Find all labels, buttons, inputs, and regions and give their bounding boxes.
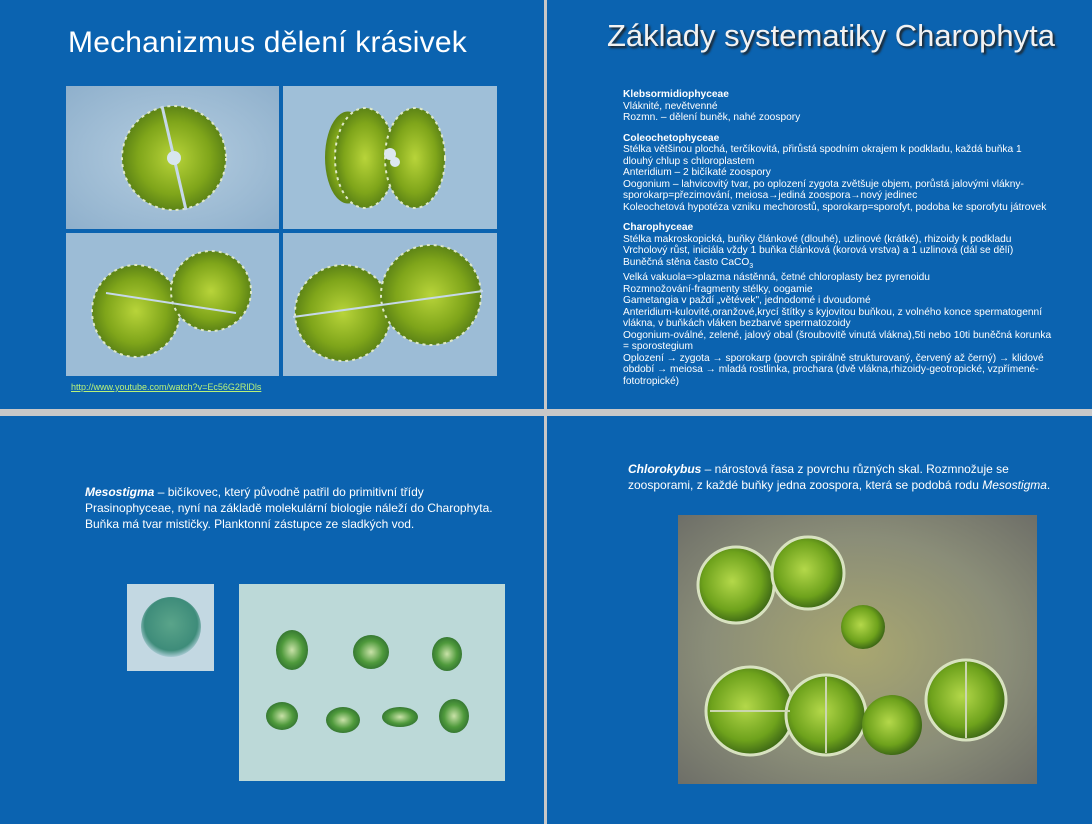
text-line: Oogonium-oválné, zelené, jalový obal (šroubovitě vinutá vlákna),5ti nebo 10ti buněčná korunka = sporostegium: [623, 329, 1052, 353]
text-line: Anteridium – 2 bičíkaté zoospory: [623, 167, 771, 178]
micrasterias-photo-4: [283, 233, 497, 376]
slide-title: Mechanizmus dělení krásivek: [68, 26, 467, 59]
text-line: Vrcholový růst, iniciála vždy 1 buňka článková (korová vrstva) a 1 uzlinová (dál se dělí): [623, 245, 1014, 256]
caco-text: Buněčná stěna často CaCO: [623, 256, 750, 268]
text-line: Stélka makroskopická, buňky článkové (dlouhé), uzlinové (krátké), rhizoidy k podkladu: [623, 233, 1012, 245]
section-heading: Charophyceae: [623, 222, 694, 233]
micrasterias-photo-2: [283, 86, 497, 229]
text-line: Anteridium-kulovité,oranžové,krycí štítky s kyjovitou buňkou, z volného konce spermatogenní vlákna, v buňkách vláken bezbarvé spermatozoidy: [623, 306, 1043, 330]
description-text: – nárostová řasa z povrchu různých skal. Rozmnožuje se zoosporami, z každé buňky jedna zoospora, která se podobá rodu: [628, 462, 1009, 492]
description-text: – bičíkovec, který původně patřil do primitivní třídy Prasinophyceae, nyní na základě molekulární biologie náleží do Charophyta. Buňka má tvar mističky. Planktonní zástupce ze sladkých vod.: [85, 485, 493, 531]
micrasterias-photo-3: [66, 233, 279, 376]
section-charophyceae: [623, 222, 1053, 387]
chlorokybus-photo: [678, 515, 1037, 784]
text-line: Gametangia v paždí „větévek", jednodomé i dvoudomé: [623, 295, 871, 307]
text-line: Velká vakuola=>plazma nástěnná, četné chloroplasty bez pyrenoidu: [623, 272, 930, 284]
text-line: Rozmnožování-fragmenty stélky, oogamie: [623, 283, 813, 295]
slide-desmid-division: [0, 0, 544, 409]
systematics-text: [623, 89, 1053, 396]
text-line: Oogonium – lahvicovitý tvar, po oplození zygota zvětšuje objem, porůstá jalovými vlákny- sporokarp=přezimování, meiosa→jediná zoospora→nový jedinec: [623, 178, 1024, 201]
slide-mesostigma: [0, 416, 544, 824]
taxon-reference: Mesostigma: [982, 478, 1047, 492]
chlorokybus-description: [628, 461, 1068, 493]
slide-chlorokybus: [547, 416, 1092, 824]
section-coleochetophyceae: [623, 133, 1053, 214]
mesostigma-description: [85, 484, 515, 532]
section-heading: Klebsormidiophyceae: [623, 89, 729, 100]
youtube-link[interactable]: http://www.youtube.com/watch?v=Ec56G2RlDls: [71, 382, 262, 392]
text-line: Vláknité, nevětvenné: [623, 100, 718, 112]
taxon-name: Mesostigma: [85, 485, 155, 499]
text-line: Rozmn. – dělení buněk, nahé zoospory: [623, 112, 801, 123]
slide-title: Základy systematiky Charophyta: [607, 18, 1055, 53]
sentence-end: .: [1046, 478, 1051, 492]
mesostigma-single-cell-photo: [127, 584, 214, 671]
text-line: Koleochetová hypotéza vzniku mechorostů, sporokarp=sporofyt, podoba ke sporofytu játrovek: [623, 201, 1047, 213]
section-klebsormidiophyceae: [623, 89, 1053, 124]
slide-charophyta-systematics: [547, 0, 1092, 409]
micrasterias-photo-1: [66, 86, 279, 229]
text-line-caco3: [623, 257, 1053, 273]
text-line: Stélka většinou plochá, terčíkovitá, přirůstá spodním okrajem k podkladu, každá buňka 1 dlouhý chlup s chloroplastem: [623, 144, 1022, 167]
taxon-name: Chlorokybus: [628, 462, 702, 476]
subscript: 3: [749, 262, 754, 270]
section-heading: Coleochetophyceae: [623, 132, 720, 144]
mesostigma-cells-photo: [239, 584, 505, 781]
text-line: Oplození → zygota → sporokarp (povrch spirálně strukturovaný, červený až černý) → klidové období → meiosa → mladá rostlinka, prochara (dvě vlákna,rhizoidy-geotropické, vzpřímené-fototropické): [623, 352, 1044, 387]
